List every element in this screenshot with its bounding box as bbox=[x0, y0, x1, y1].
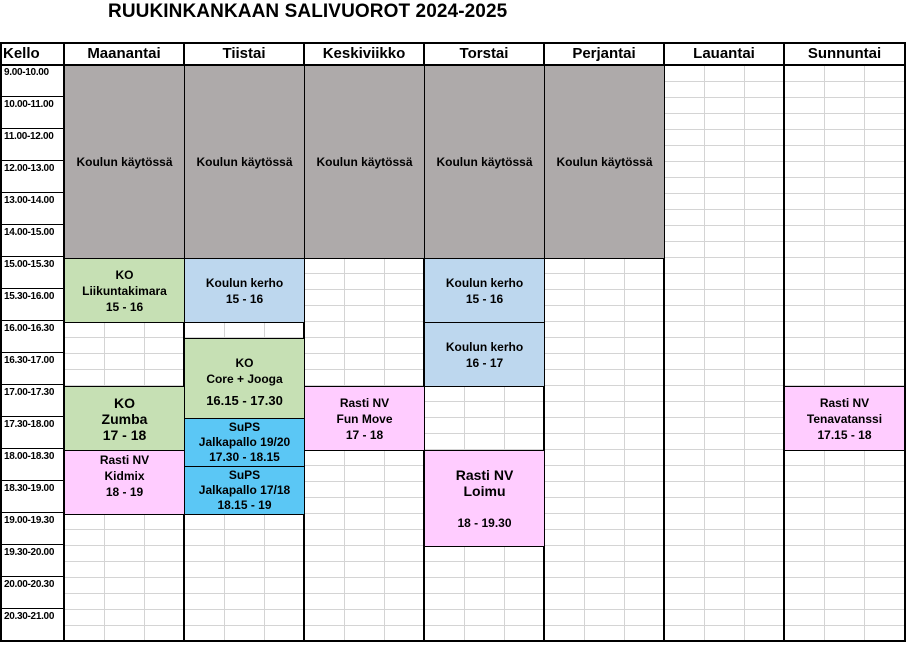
event-time: 15 - 16 bbox=[105, 299, 144, 314]
event-name: Tenavatanssi bbox=[806, 411, 883, 426]
time-label: 12.00-13.00 bbox=[4, 163, 55, 174]
grid-border-col bbox=[0, 42, 2, 642]
grid-border-col bbox=[783, 42, 785, 642]
header-day-sunday: Sunnuntai bbox=[807, 45, 882, 62]
event-name: Loimu bbox=[463, 483, 506, 499]
event-tuesday-kerho bbox=[184, 258, 305, 323]
event-time: 18 - 19 bbox=[105, 485, 144, 499]
grid-hline bbox=[64, 625, 906, 626]
header-kello: Kello bbox=[3, 45, 40, 62]
time-label: 11.00-12.00 bbox=[4, 131, 54, 142]
event-core-jooga bbox=[184, 338, 305, 419]
event-time: 17 - 18 bbox=[102, 426, 147, 443]
event-org: SuPS bbox=[228, 420, 261, 434]
time-label: 17.00-17.30 bbox=[4, 387, 55, 398]
time-label: 10.00-11.00 bbox=[4, 99, 54, 110]
event-kidmix bbox=[64, 450, 185, 515]
time-label: 15.30-16.00 bbox=[4, 291, 55, 302]
block-label: Koulun käytössä bbox=[316, 155, 413, 169]
header-day-saturday: Lauantai bbox=[693, 45, 755, 62]
grid-time-separator bbox=[0, 352, 64, 353]
event-thursday-kerho-2 bbox=[424, 322, 545, 387]
time-label: 17.30-18.00 bbox=[4, 419, 55, 430]
time-label: 16.00-16.30 bbox=[4, 323, 55, 334]
event-thursday-kerho-1 bbox=[424, 258, 545, 323]
event-time: 16.15 - 17.30 bbox=[206, 393, 283, 408]
grid-time-separator bbox=[0, 480, 64, 481]
grid-time-separator bbox=[0, 128, 64, 129]
grid-hline bbox=[64, 561, 906, 562]
grid-time-separator bbox=[0, 576, 64, 577]
event-time: 17.30 - 18.15 bbox=[209, 450, 280, 464]
grid-vline bbox=[744, 65, 745, 641]
event-time: 17 - 18 bbox=[345, 427, 384, 442]
event-time: 16 - 17 bbox=[465, 355, 504, 370]
page-title: RUUKINKANKAAN SALIVUOROT 2024-2025 bbox=[108, 1, 508, 22]
grid-border-bottom bbox=[0, 640, 906, 642]
school-block-tuesday bbox=[184, 65, 305, 259]
event-name: Jalkapallo 19/20 bbox=[198, 435, 291, 449]
time-label: 14.00-15.00 bbox=[4, 227, 55, 238]
event-org: Rasti NV bbox=[819, 395, 870, 410]
grid-hline bbox=[64, 609, 906, 610]
event-name: Kidmix bbox=[104, 469, 145, 483]
school-block-monday bbox=[64, 65, 185, 259]
event-zumba bbox=[64, 386, 185, 451]
time-label: 20.00-20.30 bbox=[4, 579, 55, 590]
event-org: Rasti NV bbox=[455, 467, 514, 483]
grid-time-separator bbox=[0, 640, 64, 641]
event-time: 18.15 - 19 bbox=[217, 498, 272, 512]
grid-time-separator bbox=[0, 288, 64, 289]
header-day-thursday: Torstai bbox=[459, 45, 509, 62]
event-fun-move bbox=[304, 386, 425, 451]
time-label: 9.00-10.00 bbox=[4, 67, 49, 78]
time-label: 19.30-20.00 bbox=[4, 547, 55, 558]
grid-time-separator bbox=[0, 160, 64, 161]
event-org: SuPS bbox=[228, 468, 261, 482]
grid-time-separator bbox=[0, 512, 64, 513]
event-time: 15 - 16 bbox=[465, 291, 504, 306]
event-name: Core + Jooga bbox=[206, 372, 283, 386]
event-sups-jalkapallo-1920 bbox=[184, 418, 305, 467]
time-label: 16.30-17.00 bbox=[4, 355, 55, 366]
block-label: Koulun käytössä bbox=[196, 155, 293, 169]
block-label: Koulun käytössä bbox=[76, 155, 173, 169]
grid-vline bbox=[824, 65, 825, 641]
event-name: Zumba bbox=[101, 410, 148, 427]
time-label: 20.30-21.00 bbox=[4, 611, 55, 622]
time-label: 15.00-15.30 bbox=[4, 259, 55, 270]
block-label: Koulun käytössä bbox=[436, 155, 533, 169]
time-label: 19.00-19.30 bbox=[4, 515, 55, 526]
event-org: Rasti NV bbox=[99, 453, 150, 467]
grid-time-separator bbox=[0, 96, 64, 97]
event-tenavatanssi bbox=[784, 386, 905, 451]
header-day-monday: Maanantai bbox=[87, 45, 161, 62]
grid-vline bbox=[704, 65, 705, 641]
time-label: 18.30-19.00 bbox=[4, 483, 55, 494]
grid-time-separator bbox=[0, 448, 64, 449]
event-org: Rasti NV bbox=[339, 395, 390, 410]
event-name: Koulun kerho bbox=[205, 275, 284, 290]
time-label: 13.00-14.00 bbox=[4, 195, 55, 206]
header-day-friday: Perjantai bbox=[572, 45, 636, 62]
grid-hline bbox=[64, 593, 906, 594]
event-org: KO bbox=[235, 356, 254, 370]
event-name: Liikuntakimara bbox=[82, 283, 167, 298]
event-time: 18 - 19.30 bbox=[457, 516, 512, 530]
event-name: Fun Move bbox=[336, 411, 393, 426]
grid-time-separator bbox=[0, 224, 64, 225]
school-block-friday bbox=[544, 65, 665, 259]
grid-vline bbox=[864, 65, 865, 641]
event-time: 15 - 16 bbox=[225, 291, 264, 306]
event-name: Koulun kerho bbox=[445, 275, 524, 290]
grid-hline bbox=[64, 577, 906, 578]
header-day-wednesday: Keskiviikko bbox=[322, 45, 406, 62]
event-time: 17.15 - 18 bbox=[817, 427, 872, 442]
grid-time-separator bbox=[0, 416, 64, 417]
event-org: KO bbox=[114, 394, 135, 411]
school-block-thursday bbox=[424, 65, 545, 259]
grid-time-separator bbox=[0, 320, 64, 321]
event-org: KO bbox=[115, 267, 134, 282]
school-block-wednesday bbox=[304, 65, 425, 259]
event-loimu bbox=[424, 450, 545, 547]
grid-time-separator bbox=[0, 384, 64, 385]
event-liikuntakimara bbox=[64, 258, 185, 323]
grid-time-separator bbox=[0, 192, 64, 193]
time-label: 18.00-18.30 bbox=[4, 451, 55, 462]
grid-time-separator bbox=[0, 256, 64, 257]
event-name: Koulun kerho bbox=[445, 339, 524, 354]
grid-time-separator bbox=[0, 608, 64, 609]
header-day-tuesday: Tiistai bbox=[222, 45, 266, 62]
event-name: Jalkapallo 17/18 bbox=[198, 483, 291, 497]
event-sups-jalkapallo-1718 bbox=[184, 466, 305, 515]
block-label: Koulun käytössä bbox=[556, 155, 653, 169]
grid-time-separator bbox=[0, 544, 64, 545]
